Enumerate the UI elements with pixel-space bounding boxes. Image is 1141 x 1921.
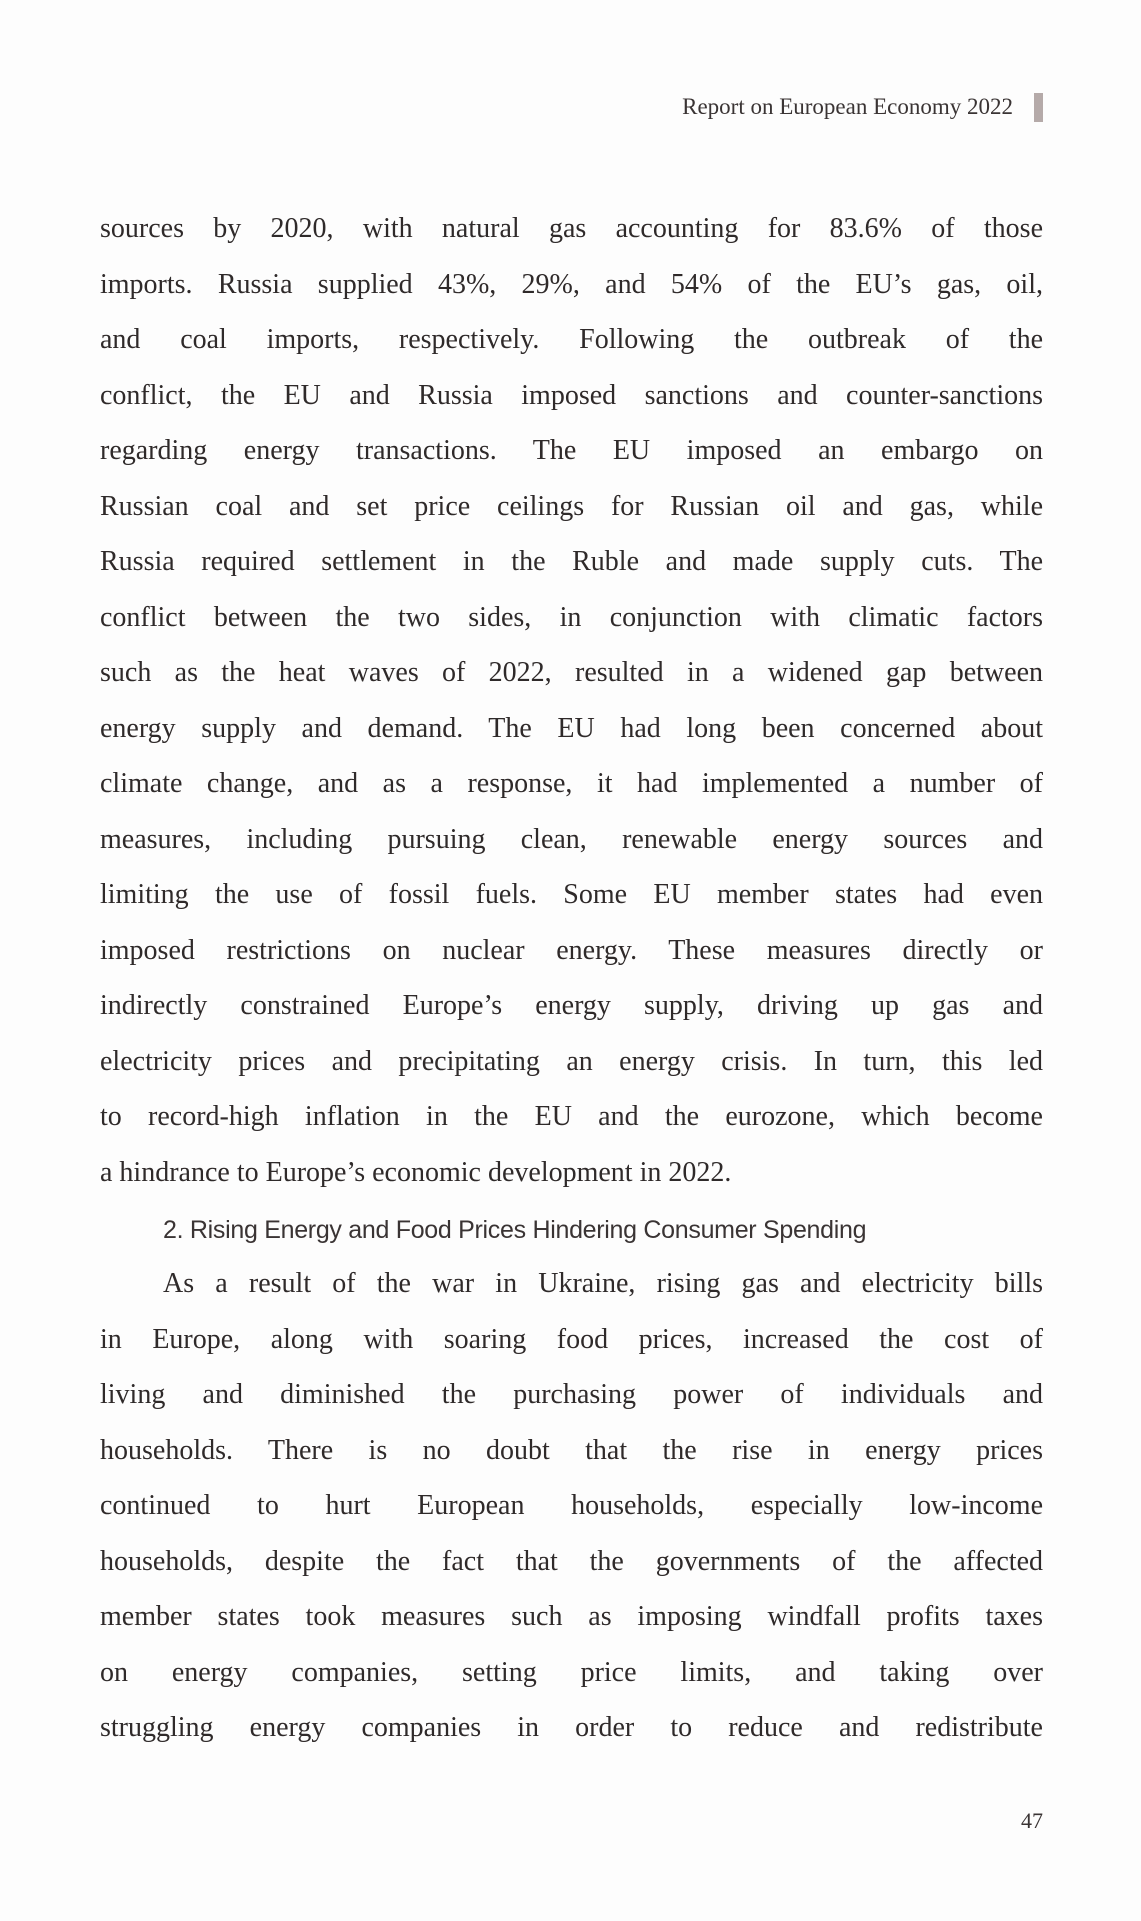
text-line: limiting the use of fossil fuels. Some EU member states had even — [100, 879, 1043, 910]
text-line: households, despite the fact that the governments of the affected — [100, 1545, 1043, 1577]
text-line: conflict between the two sides, in conjunction with climatic factors — [100, 601, 1043, 633]
text-line: in Europe, along with soaring food prices, increased the cost of — [100, 1323, 1043, 1355]
running-header: Report on European Economy 2022 — [682, 94, 1013, 119]
text-line: regarding energy transactions. The EU imposed an embargo on — [100, 435, 1043, 466]
text-line: indirectly constrained Europe’s energy supply, driving up gas and — [100, 990, 1043, 1021]
text-line: electricity prices and precipitating an energy crisis. In turn, this led — [100, 1045, 1043, 1077]
text-line: on energy companies, setting price limits, and taking over — [100, 1656, 1043, 1688]
text-line: households. There is no doubt that the rise in energy prices — [100, 1434, 1043, 1466]
text-line: Russian coal and set price ceilings for Russian oil and gas, while — [100, 490, 1043, 522]
text-line: a hindrance to Europe’s economic development in 2022. — [100, 1156, 732, 1188]
text-line: conflict, the EU and Russia imposed sanctions and counter-sanctions — [100, 379, 1043, 411]
page-number: 47 — [1021, 1808, 1043, 1833]
text-line: imposed restrictions on nuclear energy. These measures directly or — [100, 934, 1043, 966]
text-line: As a result of the war in Ukraine, rising gas and electricity bills — [163, 1268, 1043, 1299]
section-heading: 2. Rising Energy and Food Prices Hindering Consumer Spending — [163, 1216, 867, 1244]
text-line: energy supply and demand. The EU had long been concerned about — [100, 712, 1043, 744]
text-line: to record-high inflation in the EU and the eurozone, which become — [100, 1101, 1043, 1132]
text-line: continued to hurt European households, especially low-income — [100, 1490, 1043, 1521]
text-line: living and diminished the purchasing power of individuals and — [100, 1379, 1043, 1410]
text-line: struggling energy companies in order to reduce and redistribute — [100, 1712, 1043, 1743]
header-bar-decoration — [1034, 93, 1043, 122]
text-line: and coal imports, respectively. Following the outbreak of the — [100, 324, 1043, 355]
text-line: member states took measures such as imposing windfall profits taxes — [100, 1601, 1043, 1632]
text-line: such as the heat waves of 2022, resulted in a widened gap between — [100, 657, 1043, 688]
text-line: Russia required settlement in the Ruble and made supply cuts. The — [100, 546, 1043, 577]
text-line: imports. Russia supplied 43%, 29%, and 54% of the EU’s gas, oil, — [100, 268, 1043, 300]
text-line: climate change, and as a response, it had implemented a number of — [100, 768, 1043, 799]
text-line: sources by 2020, with natural gas accounting for 83.6% of those — [100, 213, 1043, 244]
text-line: measures, including pursuing clean, renewable energy sources and — [100, 823, 1043, 855]
